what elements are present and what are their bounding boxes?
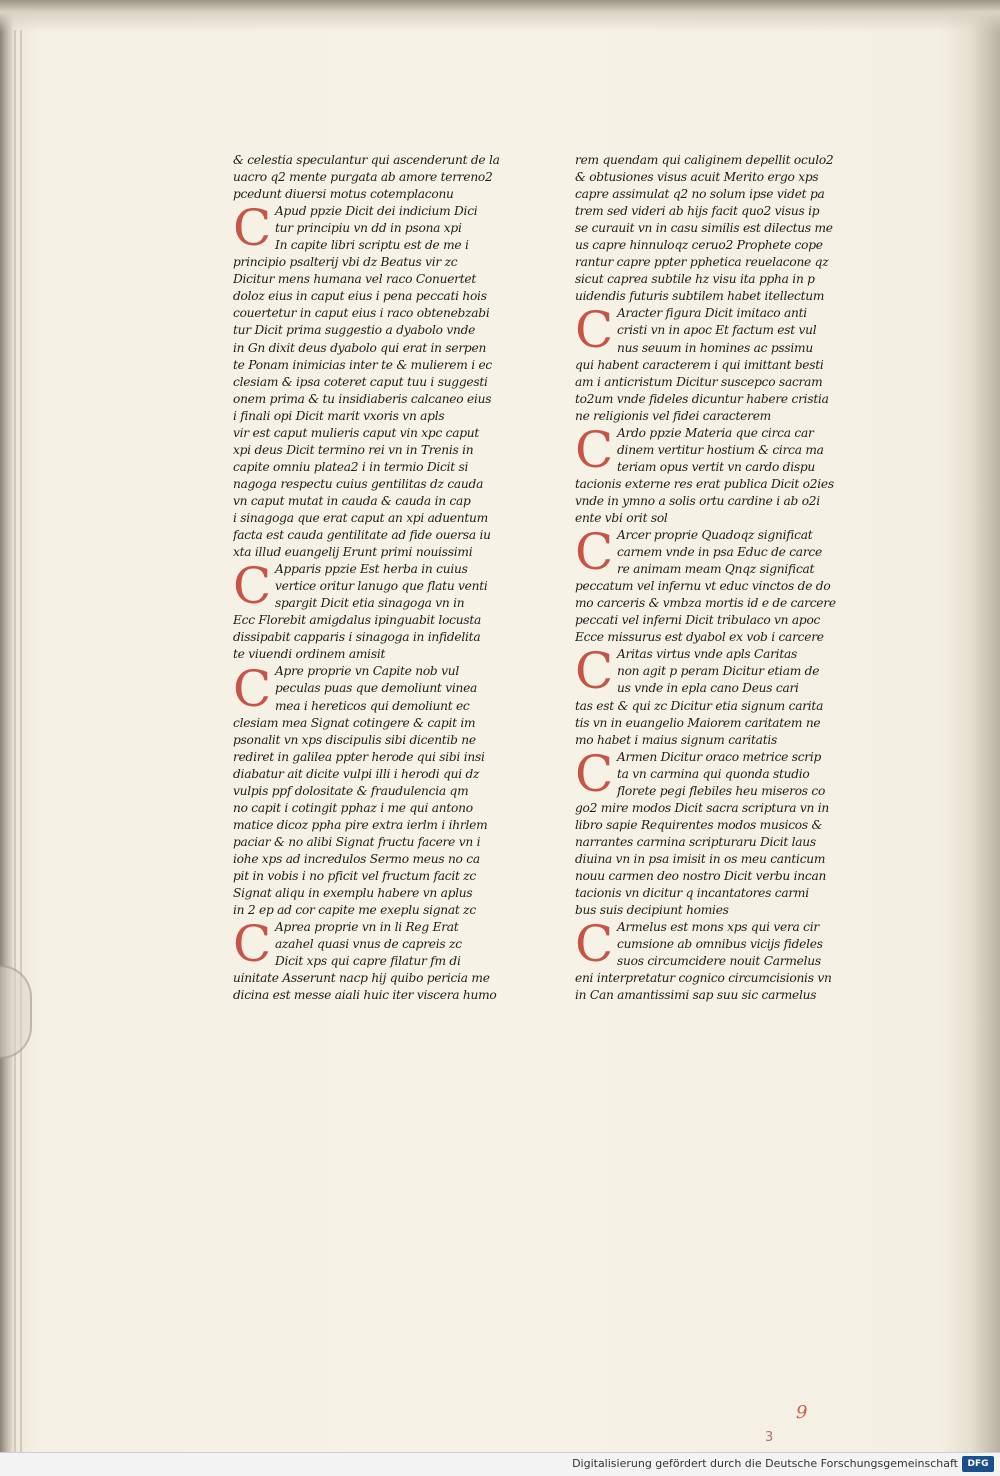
left-text-line: spargit Dicit etia sinagoga vn in (275, 596, 465, 611)
left-text-line: pit in vobis i no pficit vel fructum facit zc (233, 868, 477, 883)
red-initial-letter: C (233, 557, 272, 616)
right-text-line: diuina vn in psa imisit in os meu canticum (575, 851, 826, 866)
left-text-line: Signat aliqu in exemplu habere vn aplus (233, 886, 473, 901)
left-text-line: diabatur ait dicite vulpi illi i herodi qui dz (233, 766, 480, 781)
red-initial-letter: C (575, 642, 614, 701)
left-text-line: dissipabit capparis i sinagoga in infidelita (233, 630, 481, 645)
right-text-line: re animam meam Qnqz significat (617, 562, 815, 577)
left-text-line: facta est cauda gentilitate ad fide ouersa iu (233, 528, 491, 543)
left-text-line: peculas puas que demoliunt vinea (275, 681, 478, 696)
funding-notice: Digitalisierung gefördert durch die Deutsche Forschungsgemeinschaft (572, 1457, 958, 1470)
left-text-line: nagoga respectu cuius gentilitas dz cauda (233, 476, 484, 491)
footer-bar (0, 1452, 1000, 1476)
left-text-line: doloz eius in caput eius i pena peccati hois (233, 289, 487, 304)
right-text-line: narrantes carmina scripturaru Dicit laus (575, 834, 816, 849)
left-text-line: rediret in galilea ppter herode qui sibi insi (233, 749, 485, 764)
left-text-line: tur Dicit prima suggestio a dyabolo vnde (233, 323, 476, 338)
page-clip-mark (0, 965, 32, 1059)
right-text-line: in Can amantissimi sap suu sic carmelus (575, 988, 817, 1003)
right-text-line: suos circumcidere nouit Carmelus (617, 954, 821, 969)
left-text-line: Apparis ppzie Est herba in cuius (275, 562, 468, 577)
right-text-line: Ardo ppzie Materia que circa car (617, 425, 814, 440)
left-text-line: tur principiu vn dd in psona xpi (275, 221, 462, 236)
right-text-line: tis vn in euangelio Maiorem caritatem ne (575, 715, 821, 730)
left-text-line: i sinagoga que erat caput an xpi aduentum (233, 510, 488, 525)
left-text-line: i finali opi Dicit marit vxoris vn apls (233, 408, 445, 423)
binding-gutter-inner (20, 30, 22, 1452)
right-text-line: eni interpretatur cognico circumcisionis vn (575, 971, 832, 986)
left-text-line: in Gn dixit deus dyabolo qui erat in serpen (233, 340, 487, 355)
left-text-line: azahel quasi vnus de capreis zc (275, 937, 462, 952)
red-initial-letter: C (233, 199, 272, 258)
right-text-line: cumsione ab omnibus vicijs fideles (617, 937, 823, 952)
red-initial-letter: C (575, 523, 614, 582)
red-initial-letter: C (575, 420, 614, 479)
right-text-line: vnde in ymno a solis ortu cardine i ab o2i (575, 493, 820, 508)
right-text-line: tas est & qui zc Dicitur etia signum carita (575, 698, 824, 713)
left-text-line: xpi deus Dicit termino rei vn in Trenis in (233, 442, 474, 457)
left-text-column (233, 152, 533, 1004)
left-text-line: couertetur in caput eius i raco obtenebzabi (233, 306, 490, 321)
right-text-line: mo carceris & vmbza mortis id e de carcere (575, 596, 836, 611)
right-text-line: ente vbi orit sol (575, 510, 668, 525)
left-text-line: & celestia speculantur qui ascenderunt de la (233, 153, 500, 167)
red-initial-letter: C (575, 301, 614, 360)
left-text-line: Apud ppzie Dicit dei indicium Dici (275, 204, 478, 219)
right-text-line: carnem vnde in psa Educ de carce (617, 545, 822, 560)
right-text-line: nus seuum in homines ac pssimu (617, 340, 813, 355)
left-text-line: in 2 ep ad cor capite me exeplu signat zc (233, 903, 476, 918)
right-text-line: am i anticristum Dicitur suscepco sacram (575, 374, 823, 389)
left-text-line: te Ponam inimicias inter te & mulierem i ec (233, 357, 492, 372)
page-top-edge (0, 0, 1000, 32)
right-text-line: non agit p peram Dicitur etiam de (617, 664, 820, 679)
left-text-line: mea i hereticos qui demoliunt ec (275, 698, 470, 713)
left-text-line: In capite libri scriptu est de me i (275, 238, 469, 253)
left-text-line: te viuendi ordinem amisit (233, 647, 386, 662)
left-text-line: onem prima & tu insidiaberis calcaneo eius (233, 391, 492, 406)
left-text-line: no capit i cotingit pphaz i me qui antono (233, 800, 473, 815)
right-text-line: tacionis vn dicitur q incantatores carmi (575, 886, 809, 901)
right-text-line: us capre hinnuloqz ceruo2 Prophete cope (575, 238, 823, 253)
red-initial-letter: C (233, 915, 272, 974)
right-text-line: Armelus est mons xps qui vera cir (617, 920, 819, 935)
red-initial-letter: C (233, 659, 272, 718)
left-text-line: vn caput mutat in cauda & cauda in cap (233, 493, 471, 508)
right-text-line: peccati vel inferni Dicit tribulaco vn apoc (575, 613, 821, 628)
right-text-line: rantur capre ppter pphetica reuelacone qz (575, 255, 829, 270)
right-text-line: teriam opus vertit vn cardo dispu (617, 459, 816, 474)
left-text-line: matice dicoz ppha pire extra ierlm i ihrlem (233, 817, 488, 832)
left-text-line: Aprea proprie vn in li Reg Erat (275, 920, 459, 935)
left-text-line: paciar & no alibi Signat fructu facere vn i (233, 834, 481, 849)
left-text-line: vir est caput mulieris caput vin xpc caput (233, 425, 480, 440)
right-text-line: florete pegi flebiles heu miseros co (617, 783, 826, 798)
red-initial-letter: C (575, 915, 614, 974)
left-text-line: clesiam mea Signat cotingere & capit im (233, 715, 476, 730)
right-text-line: Ecce missurus est dyabol ex vob i carcere (575, 630, 824, 645)
left-text-line: psonalit vn xps discipulis sibi dicentib ne (233, 732, 476, 747)
pencil-note: 3 (765, 1430, 774, 1445)
right-text-line: cristi vn in apoc Et factum est vul (617, 323, 817, 338)
right-text-line: Aracter figura Dicit imitaco anti (617, 306, 807, 321)
binding-gutter (14, 30, 16, 1452)
left-text-line: vulpis ppf dolositate & fraudulencia qm (233, 783, 469, 798)
right-text-line: & obtusiones visus acuit Merito ergo xps (575, 170, 819, 185)
right-text-line: us vnde in epla cano Deus cari (617, 681, 799, 696)
right-text-line: Arcer proprie Quadoqz significat (617, 528, 813, 543)
right-text-line: nouu carmen deo nostro Dicit verbu incan (575, 868, 827, 883)
left-text-line: Dicitur mens humana vel raco Conuertet (233, 272, 477, 287)
left-text-line: uinitate Asserunt nacp hij quibo pericia me (233, 971, 490, 986)
right-text-line: bus suis decipiunt homies (575, 903, 729, 918)
left-text-line: uacro q2 mente purgata ab amore terreno2 (233, 170, 493, 185)
left-text-line: Dicit xps qui capre filatur fm di (275, 954, 461, 969)
right-text-line: se curauit vn in casu similis est dilectus me (575, 221, 833, 236)
right-text-line: Aritas virtus vnde apls Caritas (617, 647, 798, 662)
right-text-line: ne religionis vel fidei caracterem (575, 408, 771, 423)
right-text-line: uidendis futuris subtilem habet itellectum (575, 289, 825, 304)
right-text-line: tacionis externe res erat publica Dicit o2ies (575, 476, 834, 491)
right-text-line: go2 mire modos Dicit sacra scriptura vn in (575, 800, 829, 815)
right-text-line: sicut caprea subtile hz visu ita ppha in p (575, 272, 815, 287)
red-initial-letter: C (575, 744, 614, 803)
left-text-line: Apre proprie vn Capite nob vul (275, 664, 459, 679)
right-text-line: to2um vnde fideles dicuntur habere cristia (575, 391, 829, 406)
right-text-line: libro sapie Requirentes modos musicos & (575, 817, 823, 832)
folio-number: 9 (796, 1402, 808, 1423)
right-text-line: peccatum vel infernu vt educ vinctos de do (575, 579, 831, 594)
left-text-line: vertice oritur lanugo que flatu venti (275, 579, 488, 594)
right-text-line: dinem vertitur hostium & circa ma (617, 442, 824, 457)
right-text-line: ta vn carmina qui quonda studio (617, 766, 810, 781)
left-text-line: iohe xps ad incredulos Sermo meus no ca (233, 851, 480, 866)
right-text-line: qui habent caracterem i qui imittant besti (575, 357, 824, 372)
left-text-line: clesiam & ipsa coteret caput tuu i suggesti (233, 374, 488, 389)
left-text-line: dicina est messe aiali huic iter viscera humo (233, 988, 497, 1003)
right-text-line: trem sed videri ab hijs facit quo2 visus ip (575, 204, 820, 219)
left-text-line: capite omniu platea2 i in termio Dicit si (233, 459, 469, 474)
right-text-column (575, 152, 875, 1004)
left-text-line: principio psalterij vbi dz Beatus vir zc (233, 255, 458, 270)
left-text-line: xta illud euangelij Erunt primi nouissimi (233, 545, 473, 560)
right-text-line: capre assimulat q2 no solum ipse videt pa (575, 187, 825, 202)
right-text-line: rem quendam qui caliginem depellit oculo2 (575, 153, 834, 167)
left-text-line: Ecc Florebit amigdalus ipinguabit locusta (233, 613, 482, 628)
left-text-line: pcedunt diuersi motus cotemplaconu (233, 187, 454, 202)
dfg-logo: DFG (962, 1456, 994, 1472)
right-text-line: Armen Dicitur oraco metrice scrip (617, 749, 822, 764)
right-text-line: mo habet i maius signum caritatis (575, 732, 778, 747)
